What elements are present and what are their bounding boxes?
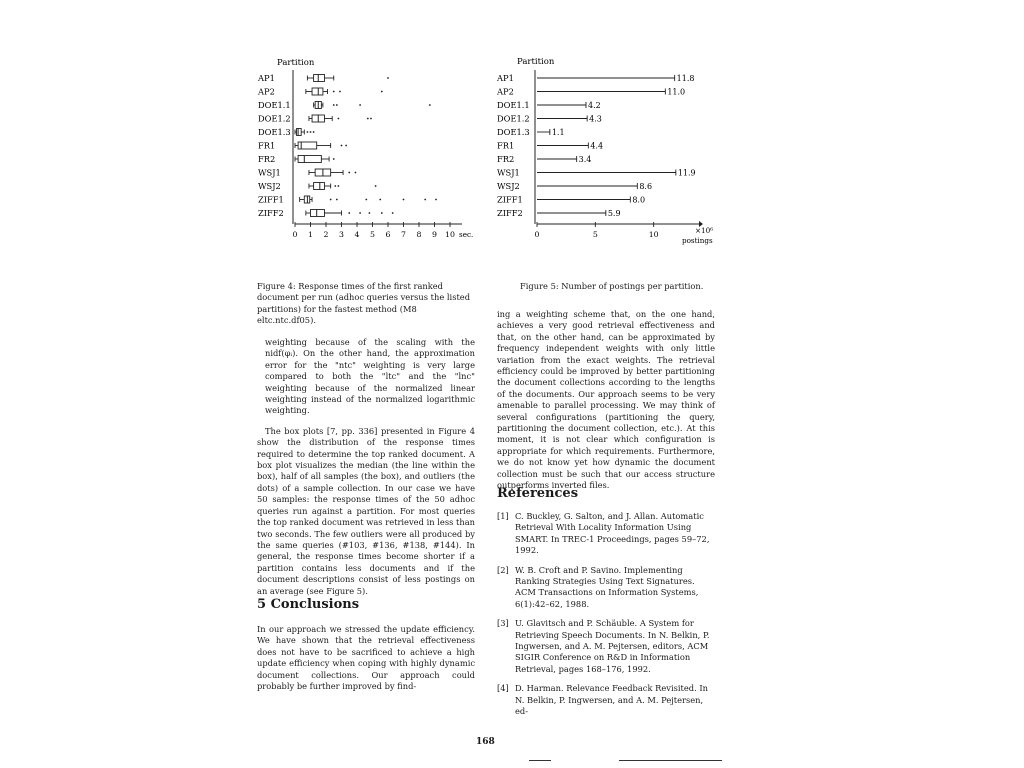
figure-5-value-label: 11.8 [676, 74, 695, 83]
figure-5-value-label: 4.3 [589, 114, 602, 124]
figure-5-caption: Figure 5: Number of postings per partition. [520, 281, 704, 291]
footer-rule-left [529, 760, 551, 761]
figure-4-category-label: DOE1.1 [258, 100, 291, 110]
figure-4-category-label: FR2 [258, 154, 276, 164]
figure-5-category-label: WSJ2 [497, 181, 520, 191]
figure-4-box [298, 156, 321, 163]
figure-5-x-tick-label: 0 [534, 230, 540, 239]
reference-text: D. Harman. Relevance Feedback Revisited. In N. Belkin, P. Ingwersen, and A. M. Pejtersen, ed- [515, 683, 708, 717]
left-column [257, 337, 475, 606]
figure-4-outlier [370, 118, 372, 120]
figure-4-outlier [379, 199, 381, 201]
figure-4-box [314, 75, 325, 82]
reference-number: [2] [497, 564, 509, 575]
figure-4-outlier [307, 131, 309, 133]
figure-4-category-label: ZIFF1 [258, 194, 284, 205]
figure-4-boxplot [250, 52, 482, 247]
reference-item [497, 565, 715, 611]
left-paragraph-1: weighting because of the scaling with the nidf(φᵢ). On the other hand, the approximation error for the "ntc" weighting is very large compared to both the "ltc" and the "lnc" weighting because of the normalized linear weighting instead of the normalized logarithmic weighting. [265, 337, 475, 416]
figure-4-axis-title: Partition [277, 58, 315, 68]
figure-4-outlier [381, 212, 383, 214]
figure-4-outlier [375, 185, 377, 187]
reference-item [497, 618, 715, 675]
figure-4-x-unit: sec. [459, 230, 474, 239]
figure-4-x-tick-label: 0 [292, 230, 298, 239]
figure-4-outlier [429, 104, 431, 106]
figure-4-outlier [339, 91, 341, 93]
figure-4-outlier [369, 212, 371, 214]
figure-4-x-tick-label: 9 [432, 230, 437, 239]
figure-4-outlier [403, 199, 405, 201]
figure-5-x-unit-label: postings [682, 236, 713, 245]
reference-text: U. Glavitsch and P. Schäuble. A System for Retrieving Speech Documents. In N. Belkin, P. Ingwersen, and A. M. Pejtersen, editors, ACM SIGIR Conference on R&D in Information Retrieval, pages 168–176, 1992. [515, 618, 710, 674]
figure-4-x-tick-label: 6 [385, 230, 391, 239]
figure-4-outlier [365, 199, 367, 201]
figure-4-outlier [355, 172, 357, 174]
figure-5-value-label: 8.0 [632, 195, 646, 205]
footer-rule-right [619, 760, 722, 761]
figure-5-category-label: AP1 [497, 73, 514, 83]
left-paragraph-2: The box plots [7, pp. 336] presented in Figure 4 show the distribution of the response times required to determine the top ranked document. A box plot visualizes the median (the line within the box), half of all samples (the box), and outliers (the dots) of a sample collection. In our case we have 50 samples: the response times of the 50 adhoc queries run against a partition. For most queries the top ranked document was retrieved in less than two seconds. The few outliers were all produced by the same queries (#103, #136, #138, #144). In general, the response times become shorter if a partition contains less documents and if the document descriptions consist of less postings on an average (see Figure 5). [257, 425, 475, 596]
figure-4-box [314, 183, 325, 190]
figure-4-outlier [333, 91, 335, 93]
figure-4-category-label: FR1 [258, 140, 276, 151]
right-paragraph-1: ing a weighting scheme that, on the one hand, achieves a very good retrieval effectiveness and that, on the other hand, can be approximated by frequency independent weights with only little variation from the exact weights. The retrieval efficiency could be improved by better partitioning the document collections according to the lengths of the documents. Our approach seems to be very amenable to parallel processing. We may think of several configurations (partitioning the query, partitioning the document collection, etc.). At this moment, it is not clear which configuration is appropriate for which requirements. Furthermore, we do not know yet how dynamic the document collection must be such that our access structure outperforms inverted files. [497, 309, 715, 491]
references-heading: References [497, 486, 579, 501]
figure-4-outlier [348, 172, 350, 174]
figure-5 [492, 52, 732, 252]
figure-5-value-label: 4.2 [588, 101, 601, 110]
figure-4-outlier [345, 145, 347, 147]
figure-4-outlier [387, 77, 389, 79]
figure-4-outlier [336, 104, 338, 106]
figure-4-outlier [424, 199, 426, 201]
figure-4-box [312, 88, 323, 95]
figure-5-axis-title: Partition [517, 57, 555, 67]
figure-4-outlier [333, 104, 335, 106]
figure-5-category-label: DOE1.1 [497, 100, 530, 110]
figure-4-box [311, 210, 325, 217]
reference-item [497, 511, 715, 557]
figure-5-value-label: 11.0 [667, 87, 686, 97]
figure-5-category-label: ZIFF2 [497, 208, 523, 218]
figure-5-category-label: AP2 [497, 86, 514, 97]
figure-4-x-tick-label: 7 [401, 230, 406, 239]
figure-4-x-tick-label: 5 [370, 230, 375, 239]
figure-4-outlier [367, 118, 369, 120]
figure-4-category-label: AP1 [258, 73, 275, 83]
figure-4-category-label: DOE1.2 [258, 113, 291, 124]
figure-5-category-label: ZIFF1 [497, 194, 523, 205]
figure-4-outlier [333, 158, 335, 160]
figure-4-outlier [313, 131, 315, 133]
figure-5-value-label: 3.4 [578, 155, 592, 164]
figure-4-outlier [310, 131, 312, 133]
figure-4-outlier [330, 199, 332, 201]
figure-5-category-label: FR1 [497, 140, 515, 151]
figure-4-outlier [359, 212, 361, 214]
figure-4-category-label: ZIFF2 [258, 208, 284, 218]
figure-4-box [297, 129, 302, 136]
figure-4-x-tick-label: 4 [354, 230, 360, 239]
figure-4 [250, 52, 482, 247]
figure-4-x-tick-label: 8 [416, 230, 422, 239]
figure-5-value-label: 1.1 [551, 128, 565, 137]
figure-5-category-label: DOE1.3 [497, 127, 530, 137]
figure-5-value-label: 8.6 [639, 182, 653, 191]
figure-4-caption: Figure 4: Response times of the first ranked document per run (adhoc queries versus the listed partitions) for the fastest method (M8 eltc.ntc.df05). [257, 281, 471, 326]
figure-5-category-label: DOE1.2 [497, 113, 530, 124]
figure-4-outlier [338, 118, 340, 120]
figure-4-outlier [334, 185, 336, 187]
figure-5-bar-chart [492, 52, 732, 252]
reference-number: [3] [497, 618, 509, 629]
left-paragraph-3: In our approach we stressed the update efficiency. We have shown that the retrieval effectiveness does not have to be sacrificed to achieve a high update efficiency when coping with highly dynamic document collections. Our approach could probably be further improved by find- [257, 624, 475, 692]
figure-4-category-label: WSJ1 [258, 167, 281, 178]
reference-item [497, 683, 715, 717]
figure-5-x-tick-label: 10 [648, 230, 659, 239]
figure-4-x-tick-label: 10 [445, 230, 455, 239]
reference-number: [1] [497, 511, 509, 521]
page-number: 168 [476, 737, 495, 747]
reference-text: C. Buckley, G. Salton, and J. Allan. Automatic Retrieval With Locality Information Using SMART. In TREC-1 Proceedings, pages 59–72, 1992. [515, 511, 710, 556]
reference-text: W. B. Croft and P. Savino. Implementing Ranking Strategies Using Text Signatures. ACM Transactions on Information Systems, 6(1):42–62, 1988. [515, 564, 699, 609]
figure-4-x-tick-label: 2 [323, 230, 329, 239]
figure-4-x-tick-label: 3 [339, 230, 344, 239]
figure-4-outlier [336, 199, 338, 201]
figure-5-value-label: 5.9 [607, 209, 621, 218]
figure-4-outlier [348, 212, 350, 214]
reference-list [497, 511, 715, 726]
figure-4-category-label: WSJ2 [258, 181, 281, 191]
section-heading-conclusions: 5 Conclusions [257, 597, 360, 612]
reference-number: [4] [497, 683, 509, 694]
figure-4-x-tick-label: 1 [308, 230, 313, 239]
figure-4-outlier [341, 145, 343, 147]
figure-4-category-label: DOE1.3 [258, 127, 291, 137]
figure-4-outlier [381, 91, 383, 93]
figure-5-value-label: 11.9 [677, 168, 696, 178]
figure-4-category-label: AP2 [258, 86, 275, 97]
figure-4-outlier [338, 185, 340, 187]
figure-5-value-label: 4.4 [590, 141, 604, 151]
figure-4-outlier [435, 199, 437, 201]
figure-5-category-label: FR2 [497, 154, 515, 164]
figure-5-x-tick-label: 5 [592, 230, 598, 239]
figure-5-category-label: WSJ1 [497, 167, 520, 178]
figure-4-outlier [359, 104, 361, 106]
figure-4-outlier [392, 212, 394, 214]
figure-5-x-unit: ×10⁶ [695, 226, 714, 235]
